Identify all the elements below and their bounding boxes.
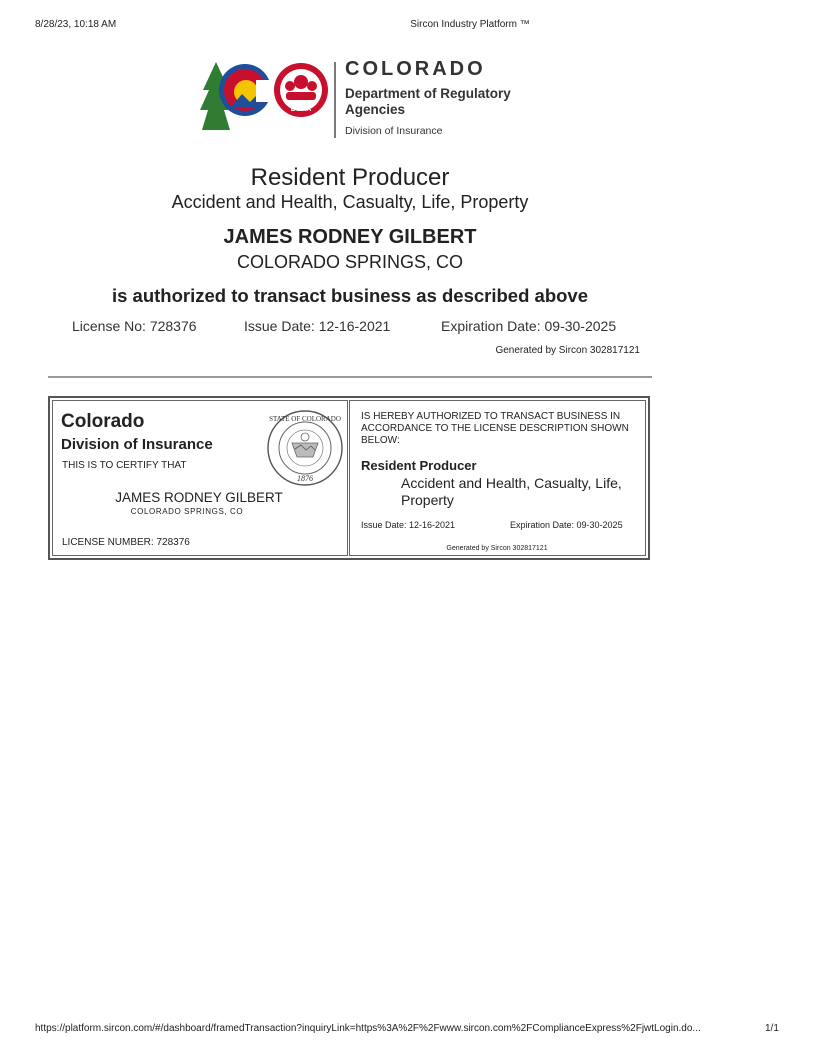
- card-issue-date: Issue Date: 12-16-2021: [361, 520, 456, 530]
- card-authorized-text: IS HEREBY AUTHORIZED TO TRANSACT BUSINESS IN ACCORDANCE TO THE LICENSE DESCRIPTION SHOWN BELOW:: [361, 411, 629, 446]
- expiration-date: Expiration Date: 09-30-2025: [441, 318, 617, 334]
- seal-year: 1876: [297, 474, 313, 483]
- seal-text: STATE OF COLORADO: [269, 415, 341, 423]
- print-datetime: 8/28/23, 10:18 AM: [35, 19, 117, 30]
- logo-divider: [334, 62, 336, 138]
- lines-of-authority: Accident and Health, Casualty, Life, Property: [171, 192, 529, 212]
- holder-city: COLORADO SPRINGS, CO: [236, 252, 464, 272]
- card-holder-name: JAMES RODNEY GILBERT: [115, 490, 283, 505]
- state-seal-icon: [265, 409, 347, 487]
- card-certify-text: THIS IS TO CERTIFY THAT: [62, 460, 187, 471]
- card-expiration-date: Expiration Date: 09-30-2025: [510, 520, 623, 530]
- authorization-statement: is authorized to transact business as described above: [111, 285, 588, 306]
- card-holder-city: COLORADO SPRINGS, CO: [130, 507, 244, 516]
- card-license-number: LICENSE NUMBER: 728376: [62, 537, 190, 548]
- logo-state-word: COLORADO: [345, 58, 486, 80]
- issue-date: Issue Date: 12-16-2021: [244, 318, 391, 334]
- card-division: Division of Insurance: [61, 436, 213, 453]
- print-url: https://platform.sircon.com/#/dashboard/framedTransaction?inquiryLink=https%3A%2F%2Fwww.sircon.com%2FComplianceExpress%2FjwtLogin.do...: [35, 1023, 701, 1034]
- print-page-title: Sircon Industry Platform ™: [410, 19, 530, 30]
- generated-by: Generated by Sircon 302817121: [495, 345, 640, 356]
- logo-division: Division of Insurance: [345, 125, 443, 137]
- print-page-count: 1/1: [765, 1023, 779, 1034]
- license-title: Resident Producer: [250, 164, 450, 191]
- dora-badge-text: DORA: [290, 106, 312, 113]
- divider-rule: [48, 376, 652, 378]
- card-lines-of-authority: Accident and Health, Casualty, Life, Property: [401, 475, 622, 508]
- card-state: Colorado: [61, 411, 145, 432]
- card-generated-by: Generated by Sircon 302817121: [446, 545, 548, 552]
- license-number: License No: 728376: [72, 318, 197, 334]
- holder-name: JAMES RODNEY GILBERT: [223, 226, 477, 248]
- card-license-type: Resident Producer: [361, 458, 477, 473]
- logo-department: Department of Regulatory Agencies: [345, 86, 511, 117]
